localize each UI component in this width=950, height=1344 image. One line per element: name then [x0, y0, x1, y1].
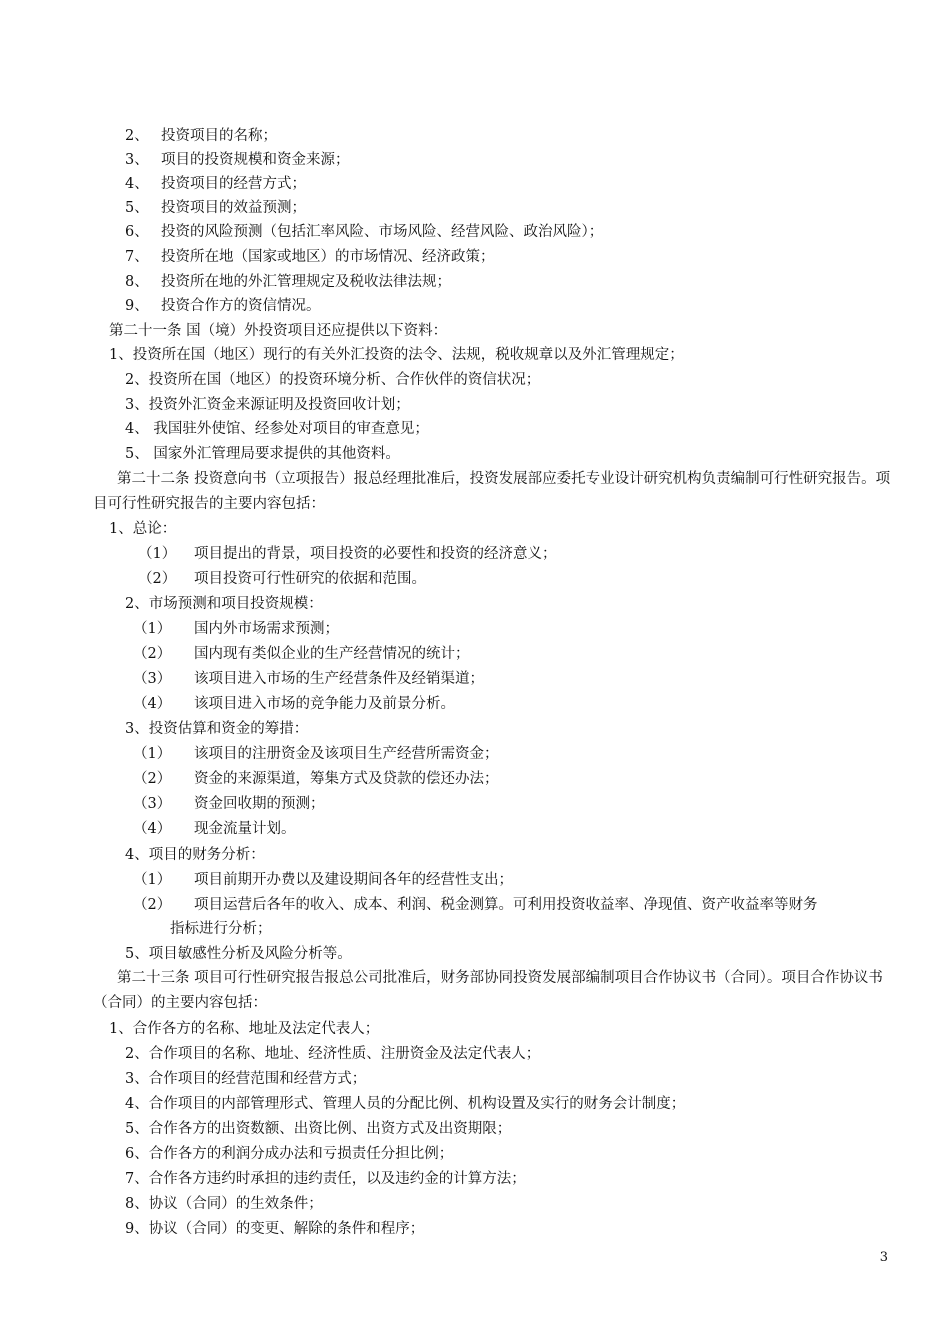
list-item: （3） 资金回收期的预测；: [133, 796, 325, 812]
section-heading: 5、项目敏感性分析及风险分析等。: [125, 946, 352, 962]
list-item: 4、 投资项目的经营方式；: [125, 176, 306, 192]
list-item: 9、 投资合作方的资信情况。: [125, 298, 321, 314]
list-item: （1） 该项目的注册资金及该项目生产经营所需资金；: [133, 746, 499, 762]
list-item: 2、合作项目的名称、地址、经济性质、注册资金及法定代表人；: [125, 1046, 541, 1062]
section-heading: 1、总论：: [109, 521, 177, 537]
list-item: 6、合作各方的利润分成办法和亏损责任分担比例；: [125, 1146, 454, 1162]
list-item: 6、 投资的风险预测（包括汇率风险、市场风险、经营风险、政治风险）；: [125, 224, 604, 240]
list-item: 8、 投资所在地的外汇管理规定及税收法律法规；: [125, 274, 451, 290]
list-item: 2、 投资项目的名称；: [125, 128, 277, 144]
list-item: 3、合作项目的经营范围和经营方式；: [125, 1071, 367, 1087]
list-item: （1） 项目提出的背景，项目投资的必要性和投资的经济意义；: [138, 546, 557, 562]
list-item: 5、 国家外汇管理局要求提供的其他资料。: [125, 446, 400, 462]
list-item: 5、合作各方的出资数额、出资比例、出资方式及出资期限；: [125, 1121, 512, 1137]
list-item: 3、投资外汇资金来源证明及投资回收计划；: [125, 397, 410, 413]
list-item-continuation: 指标进行分析；: [170, 921, 272, 937]
list-item: （2） 项目运营后各年的收入、成本、利润、税金测算。可利用投资收益率、净现值、资产收益率等财务: [133, 897, 818, 913]
list-item: 7、合作各方违约时承担的违约责任，以及违约金的计算方法；: [125, 1171, 526, 1187]
list-item: （1） 国内外市场需求预测；: [133, 621, 339, 637]
article-21-heading: 第二十一条 国（境）外投资项目还应提供以下资料：: [109, 323, 448, 339]
list-item: （2） 国内现有类似企业的生产经营情况的统计；: [133, 646, 470, 662]
list-item: 8、协议（合同）的生效条件；: [125, 1196, 323, 1212]
article-22-paragraph: 第二十二条 投资意向书（立项报告）报总经理批准后，投资发展部应委托专业设计研究机构负责编制可行性研究报告。项目可行性研究报告的主要内容包括：: [93, 471, 891, 512]
list-item: （4） 该项目进入市场的竞争能力及前景分析。: [133, 696, 455, 712]
list-item: 1、投资所在国（地区）现行的有关外汇投资的法令、法规，税收规章以及外汇管理规定；: [109, 347, 684, 363]
page-number: 3: [879, 1250, 888, 1265]
section-heading: 2、市场预测和项目投资规模：: [125, 596, 323, 612]
article-23-paragraph: 第二十三条 项目可行性研究报告报总公司批准后，财务部协同投资发展部编制项目合作协议书（合同）。项目合作协议书（合同）的主要内容包括：: [93, 970, 883, 1011]
section-heading: 3、投资估算和资金的筹措：: [125, 721, 309, 737]
list-item: 5、 投资项目的效益预测；: [125, 200, 306, 216]
list-item: （2） 资金的来源渠道，筹集方式及贷款的偿还办法；: [133, 771, 499, 787]
list-item: （4） 现金流量计划。: [133, 821, 296, 837]
list-item: （2） 项目投资可行性研究的依据和范围。: [138, 571, 426, 587]
list-item: （3） 该项目进入市场的生产经营条件及经销渠道；: [133, 671, 484, 687]
list-item: 3、 项目的投资规模和资金来源；: [125, 152, 350, 168]
list-item: 1、合作各方的名称、地址及法定代表人；: [109, 1021, 380, 1037]
list-item: 9、协议（合同）的变更、解除的条件和程序；: [125, 1221, 425, 1237]
section-heading: 4、项目的财务分析：: [125, 847, 265, 863]
list-item: 4、合作项目的内部管理形式、管理人员的分配比例、机构设置及实行的财务会计制度；: [125, 1096, 686, 1112]
list-item: 4、 我国驻外使馆、经参处对项目的审查意见；: [125, 421, 429, 437]
list-item: 2、投资所在国（地区）的投资环境分析、合作伙伴的资信状况；: [125, 372, 541, 388]
list-item: （1） 项目前期开办费以及建设期间各年的经营性支出；: [133, 872, 513, 888]
list-item: 7、 投资所在地（国家或地区）的市场情况、经济政策；: [125, 249, 495, 265]
